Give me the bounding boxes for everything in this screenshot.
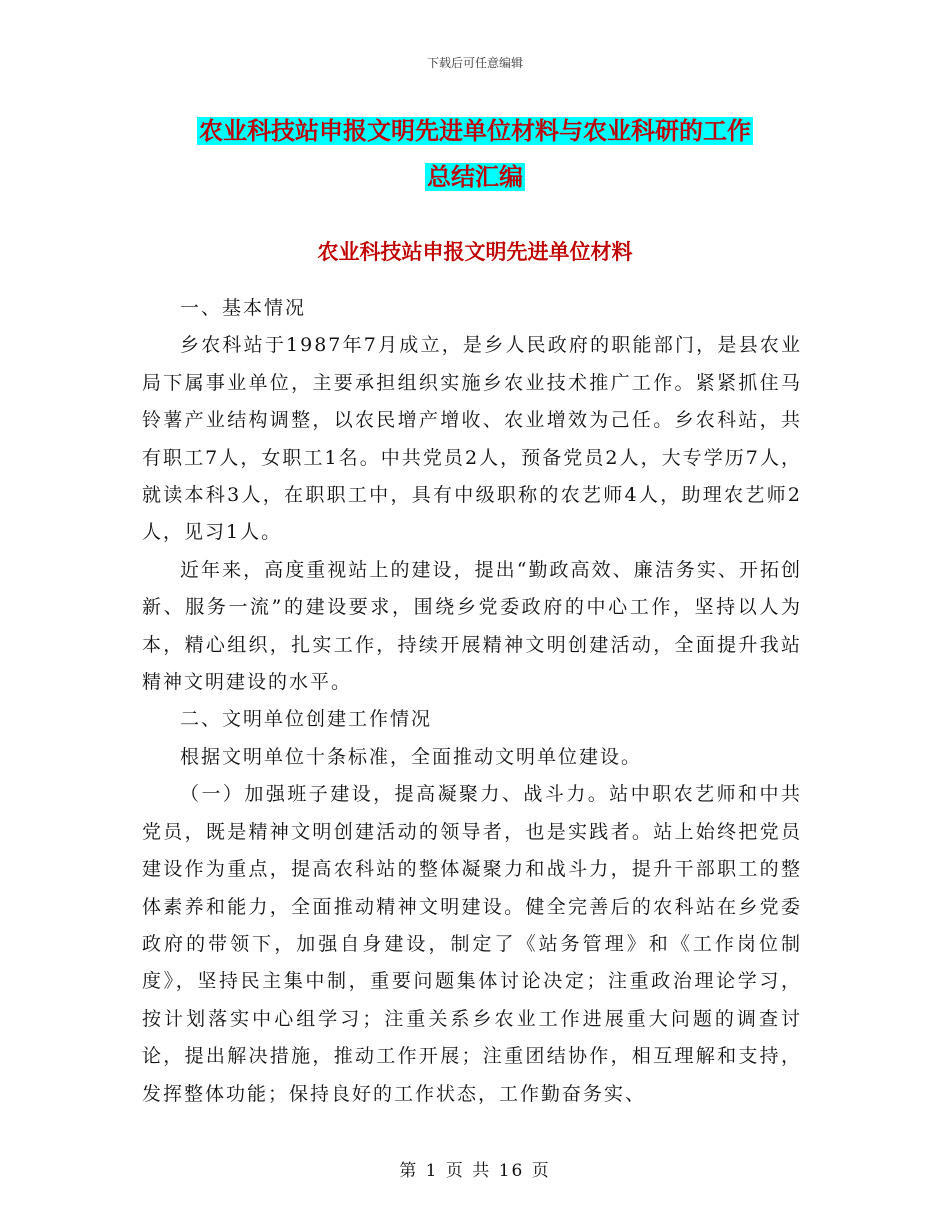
paragraph-heading-basic-info: 一、基本情况	[180, 297, 307, 319]
page-number: 第 1 页 共 16 页	[399, 1161, 551, 1181]
page-header-note: 下载后可任意编辑	[426, 56, 523, 70]
title-line-2: 总结汇编	[427, 163, 523, 191]
section-title: 农业科技站申报文明先进单位材料	[317, 240, 633, 264]
paragraph-team-building: （一）加强班子建设，提高凝聚力、战斗力。站中职农艺师和中共党员，既是精神文明创建活动的领导者，也是实践者。站上始终把党员建设作为重点，提高农科站的整体凝聚力和战斗力，提升干部职工的整体素养和能力，全面推动精神文明建设。健全完善后的农科站在乡党委政府的带领下，加强自身建设，制定了《站务管理》和《工作岗位制度》，坚持民主集中制，重要问题集体讨论决定；注重政治理论学习，按计划落实中心组学习；注重关系乡农业工作进展重大问题的调查讨论，提出解决措施，推动工作开展；注重团结协作，相互理解和支持，发挥整体功能；保持良好的工作状态，工作勤奋务实、	[142, 783, 802, 1105]
document-body	[142, 290, 802, 1113]
paragraph-ten-standards: 根据文明单位十条标准，全面推动文明单位建设。	[180, 745, 643, 768]
title-line-1: 农业科技站申报文明先进单位材料与农业科研的工作	[199, 117, 751, 145]
document-title	[140, 108, 810, 200]
paragraph-recent-years: 近年来，高度重视站上的建设，提出“勤政高效、廉洁务实、开拓创新、服务一流”的建设要求，围绕乡党委政府的中心工作，坚持以人为本，精心组织，扎实工作，持续开展精神文明创建活动，全面提升我站精神文明建设的水平。	[142, 558, 802, 694]
paragraph-heading-civilization-work: 二、文明单位创建工作情况	[180, 708, 433, 731]
paragraph-station-overview: 乡农科站于1987年7月成立，是乡人民政府的职能部门，是县农业局下属事业单位，主要承担组织实施乡农业技术推广工作。紧紧抓住马铃薯产业结构调整，以农民增产增收、农业增效为己任。乡农科站，共有职工7人，女职工1名。中共党员2人，预备党员2人，大专学历7人，就读本科3人，在职职工中，具有中级职称的农艺师4人，助理农艺师2人，见习1人。	[142, 334, 802, 544]
